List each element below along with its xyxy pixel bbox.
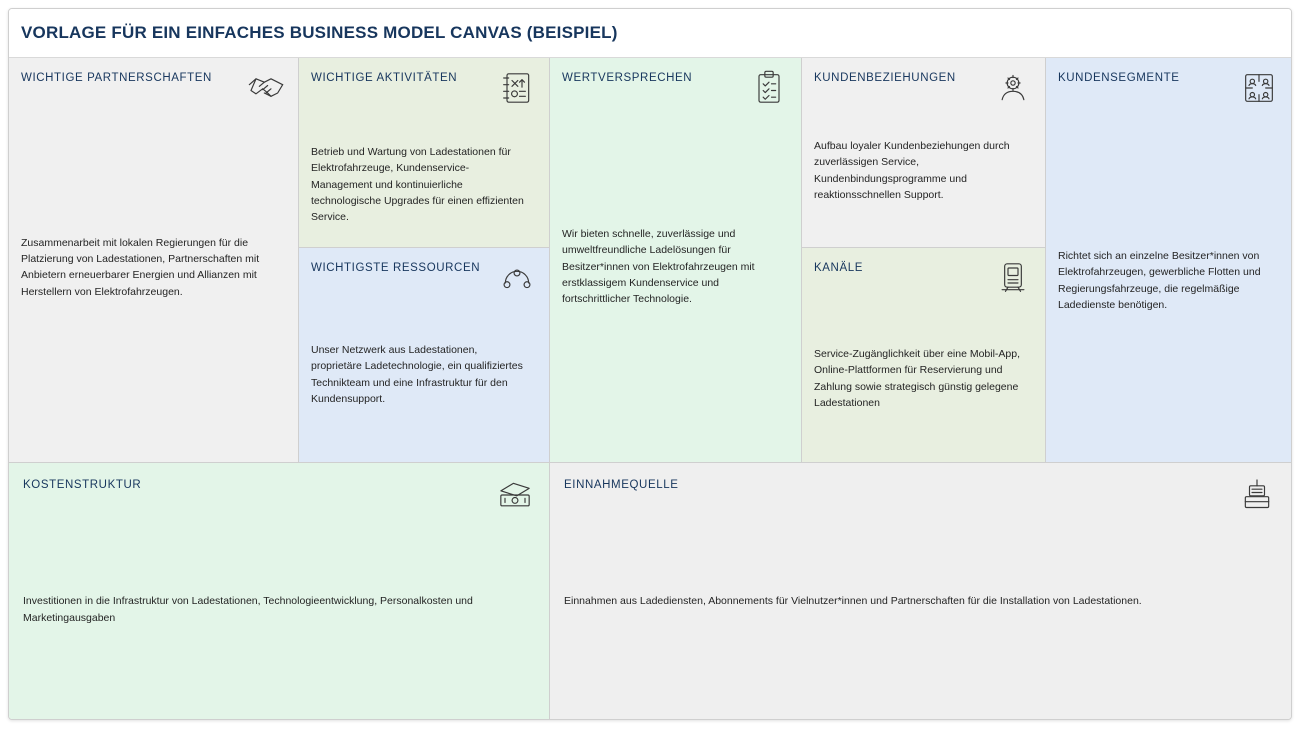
block-customer-relationships[interactable] [802,58,1045,248]
block-revenue-streams[interactable] [550,463,1291,719]
canvas-top-row [9,58,1291,462]
block-key-partnerships[interactable] [9,58,299,462]
block-title: WERTVERSPRECHEN [562,72,693,84]
block-text: Aufbau loyaler Kundenbeziehungen durch zuverlässigen Service, Kundenbindungsprogramme und reaktionsschnellen Support. [814,140,1010,201]
block-text: Service-Zugänglichkeit über eine Mobil-App, Online-Plattformen für Reservierung und Zahlung sowie strategisch günstig gelegene Ladestationen [814,348,1021,409]
block-text: Richtet sich an einzelne Besitzer*innen von Elektrofahrzeugen, gewerbliche Flotten und Regierungsfahrzeuge, die regelmäßige Ladedienste benötigen. [1058,250,1261,311]
block-text: Zusammenarbeit mit lokalen Regierungen für die Platzierung von Ladestationen, Partnerschaften mit Anbietern erneuerbarer Energien und Allianzen mit Herstellern von Elektrofahrzeugen. [21,236,260,298]
block-channels[interactable] [802,248,1045,462]
canvas-grid [9,57,1291,719]
block-value-proposition[interactable] [550,58,802,462]
column-activities-resources [299,58,550,462]
block-header [21,68,286,108]
clipboard-list-icon [749,68,789,108]
block-customer-segments[interactable] [1046,58,1291,462]
block-text: Unser Netzwerk aus Ladestationen, proprietäre Ladetechnologie, ein qualifiziertes Technikteam und eine Infrastruktur für den Kundensupport. [311,344,523,405]
block-header [814,258,1033,298]
block-key-resources[interactable] [299,248,549,462]
block-title: KUNDENSEGMENTE [1058,72,1180,84]
cash-register-icon [1237,475,1277,515]
block-title: EINNAHMEQUELLE [564,479,679,491]
handshake-icon [246,68,286,108]
block-title: KUNDENBEZIEHUNGEN [814,72,956,84]
page-title: VORLAGE FÜR EIN EINFACHES BUSINESS MODEL CANVAS (BEISPIEL) [21,23,618,42]
network-nodes-icon [497,258,537,298]
canvas-frame [8,8,1292,720]
column-relationships-channels [802,58,1046,462]
charging-station-icon [993,258,1033,298]
block-cost-structure[interactable] [9,463,550,719]
user-gear-icon [993,68,1033,108]
block-text: Einnahmen aus Ladediensten, Abonnements für Vielnutzer*innen und Partnerschaften für die Installation von Ladestationen. [564,595,1142,607]
title-bar [9,9,1291,57]
block-key-activities[interactable] [299,58,549,248]
block-text: Wir bieten schnelle, zuverlässige und umweltfreundliche Ladelösungen für Besitzer*innen von Elektrofahrzeugen mit erstklassigem Kundenservice und fortschrittlicher Technologie. [562,228,755,306]
block-text: Betrieb und Wartung von Ladestationen für Elektrofahrzeuge, Kundenservice-Management und kontinuierliche technologische Upgrades für einen effizienten Service. [311,146,524,224]
canvas-bottom-row [9,462,1291,719]
block-header [311,258,537,298]
block-title: WICHTIGE PARTNERSCHAFTEN [21,72,212,84]
block-header [564,475,1277,515]
block-header [1058,68,1279,108]
block-header [311,68,537,108]
block-title: KANÄLE [814,262,863,274]
puzzle-people-icon [1239,68,1279,108]
money-bills-icon [495,475,535,515]
block-title: KOSTENSTRUKTUR [23,479,142,491]
block-header [23,475,535,515]
block-header [562,68,789,108]
block-title: WICHTIGE AKTIVITÄTEN [311,72,458,84]
block-title: WICHTIGSTE RESSOURCEN [311,262,481,274]
checklist-grid-icon [497,68,537,108]
block-text: Investitionen in die Infrastruktur von Ladestationen, Technologieentwicklung, Personalkosten und Marketingausgaben [23,595,473,624]
block-header [814,68,1033,108]
